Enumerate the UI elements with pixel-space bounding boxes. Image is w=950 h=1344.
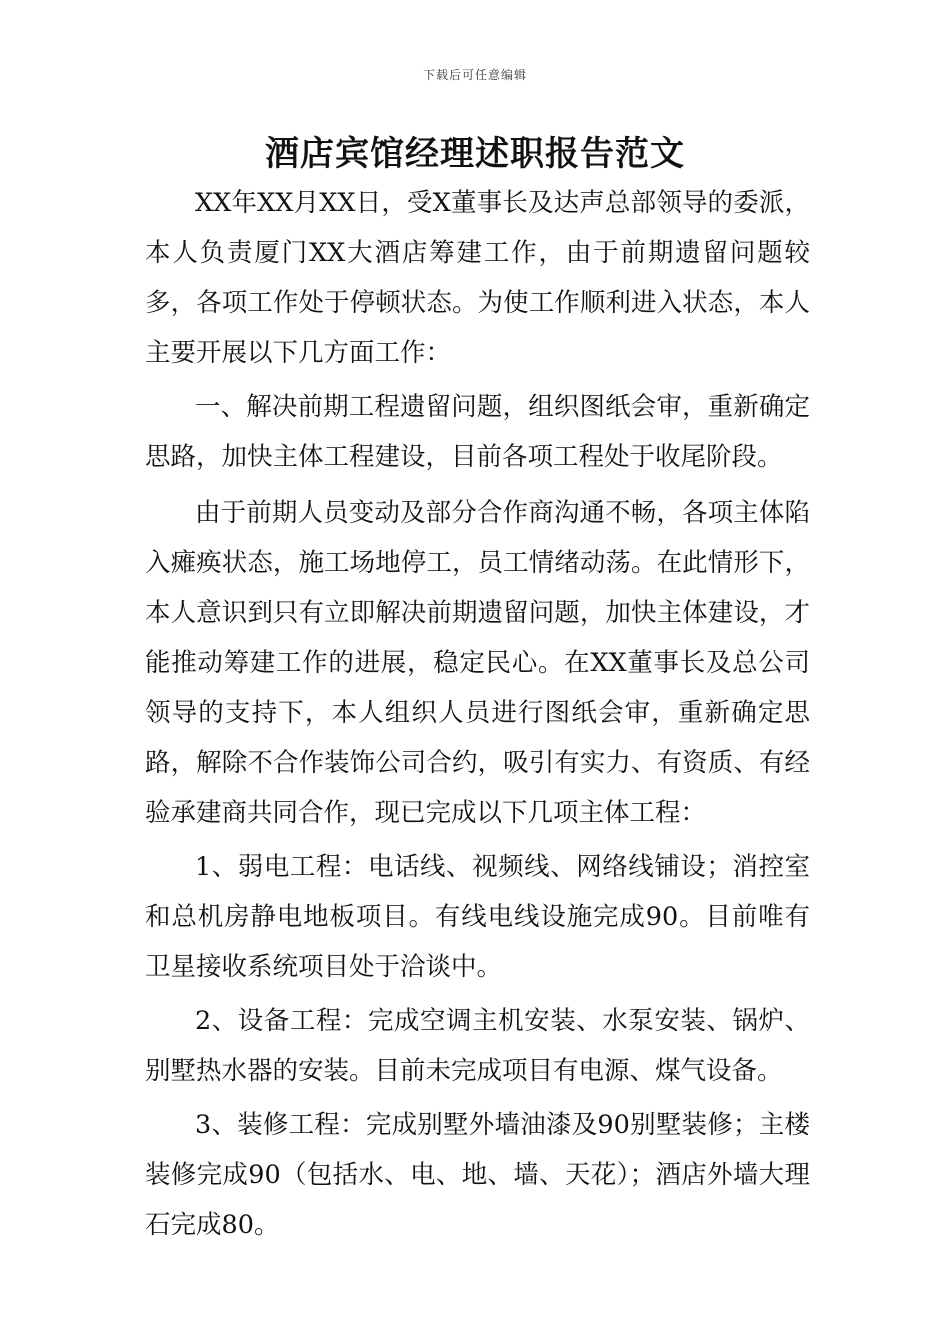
- paragraph-item-decoration: 3、装修工程：完成别墅外墙油漆及90别墅装修；主楼装修完成90（包括水、电、地、墙、天花）；酒店外墙大理石完成80。: [145, 1110, 810, 1240]
- paragraph-item-equipment: 2、设备工程：完成空调主机安装、水泵安装、锅炉、别墅热水器的安装。目前未完成项目有电源、煤气设备。: [145, 1006, 810, 1086]
- header-note: 下载后可任意编辑: [422, 68, 527, 82]
- paragraph-item-weak-current: 1、弱电工程：电话线、视频线、网络线铺设；消控室和总机房静电地板项目。有线电线设施完成90。目前唯有卫星接收系统项目处于洽谈中。: [145, 852, 810, 982]
- paragraph-intro: XX年XX月XX日，受X董事长及达声总部领导的委派，本人负责厦门XX大酒店筹建工作，由于前期遗留问题较多，各项工作处于停顿状态。为使工作顺利进入状态，本人主要开展以下几方面工作：: [145, 188, 810, 368]
- document-title: 酒店宾馆经理述职报告范文: [265, 134, 685, 174]
- paragraph-section-one: 一、解决前期工程遗留问题，组织图纸会审，重新确定思路，加快主体工程建设，目前各项工程处于收尾阶段。: [145, 392, 810, 472]
- paragraph-background: 由于前期人员变动及部分合作商沟通不畅，各项主体陷入瘫痪状态，施工场地停工，员工情绪动荡。在此情形下，本人意识到只有立即解决前期遗留问题，加快主体建设，才能推动筹建工作的进展，稳定民心。在XX董事长及总公司领导的支持下，本人组织人员进行图纸会审，重新确定思路，解除不合作装饰公司合约，吸引有实力、有资质、有经验承建商共同合作，现已完成以下几项主体工程：: [145, 498, 810, 828]
- document-body: [145, 178, 810, 1250]
